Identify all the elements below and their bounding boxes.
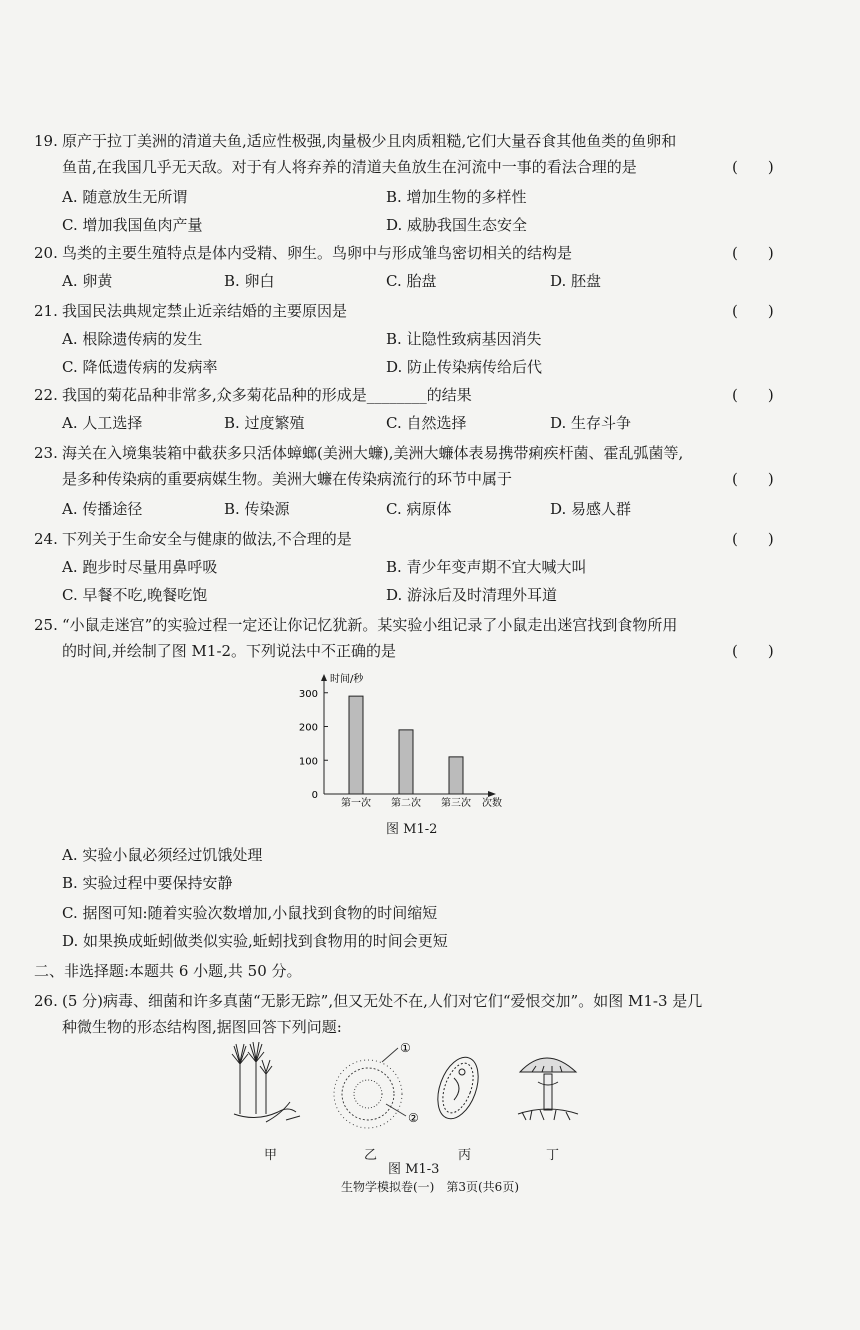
option-b: B. 实验过程中要保持安静	[62, 874, 233, 892]
question-number: 19.	[34, 132, 58, 150]
question-text: 我国民法典规定禁止近亲结婚的主要原因是	[62, 302, 348, 320]
question-22	[34, 382, 814, 408]
question-text: 原产于拉丁美洲的清道夫鱼,适应性极强,肉量极少且肉质粗糙,它们大量吞食其他鱼类的鱼卵和	[62, 132, 677, 150]
question-text-line2: 鱼苗,在我国几乎无天敌。对于有人将弃养的清道夫鱼放生在河流中一事的看法合理的是	[62, 158, 637, 176]
question-number: 26.	[34, 992, 58, 1010]
question-text-line2: 是多种传染病的重要病媒生物。美洲大蠊在传染病流行的环节中属于	[62, 470, 513, 488]
protist-illustration	[430, 1052, 486, 1124]
mushroom-illustration	[518, 1058, 578, 1120]
question-26	[34, 988, 814, 1040]
option-b: B. 让隐性致病基因消失	[386, 330, 542, 348]
x-tick-label: 第一次	[341, 798, 371, 809]
option-a: A. 随意放生无所谓	[62, 188, 188, 206]
chart-caption: 图 M1-2	[386, 822, 438, 837]
answer-paren: ( )	[732, 386, 774, 404]
option-a: A. 跑步时尽量用鼻呼吸	[62, 558, 218, 576]
option-a: A. 根除遗传病的发生	[62, 330, 203, 348]
question-24	[34, 526, 814, 552]
option-b: B. 传染源	[224, 500, 290, 518]
question-text-line2: 的时间,并绘制了图 M1-2。下列说法中不正确的是	[62, 642, 397, 660]
marker-2: ②	[408, 1111, 419, 1125]
option-d: D. 易感人群	[550, 500, 632, 518]
option-c: C. 自然选择	[386, 414, 467, 432]
label-bing: 丙	[458, 1148, 472, 1163]
option-d: D. 如果换成蚯蚓做类似实验,蚯蚓找到食物用的时间会更短	[62, 932, 448, 950]
question-number: 22.	[34, 386, 58, 404]
option-a: A. 卵黄	[62, 272, 113, 290]
question-21	[34, 298, 814, 324]
cell-illustration	[334, 1048, 406, 1128]
option-d: D. 游泳后及时清理外耳道	[386, 586, 558, 604]
question-text: 鸟类的主要生殖特点是体内受精、卵生。鸟卵中与形成雏鸟密切相关的结构是	[62, 244, 573, 262]
answer-paren: ( )	[732, 302, 774, 320]
question-20	[34, 240, 814, 266]
question-number: 24.	[34, 530, 58, 548]
question-number: 25.	[34, 616, 58, 634]
option-a: A. 实验小鼠必须经过饥饿处理	[62, 846, 263, 864]
label-yi: 乙	[364, 1148, 378, 1163]
question-23	[34, 440, 814, 492]
y-tick-label: 0	[311, 790, 318, 801]
question-25	[34, 612, 814, 664]
option-a: A. 人工选择	[62, 414, 143, 432]
option-c: C. 病原体	[386, 500, 452, 518]
answer-paren: ( )	[732, 158, 774, 176]
option-b: B. 青少年变声期不宜大喊大叫	[386, 558, 587, 576]
option-d: D. 生存斗争	[550, 414, 632, 432]
answer-paren: ( )	[732, 530, 774, 548]
bar	[449, 757, 463, 794]
marker-1: ①	[400, 1042, 411, 1055]
question-number: 20.	[34, 244, 58, 262]
y-axis-arrow	[321, 674, 327, 681]
option-b: B. 卵白	[224, 272, 275, 290]
figure-caption: 图 M1-3	[388, 1162, 440, 1177]
bar	[399, 730, 413, 794]
question-text: “小鼠走迷宫”的实验过程一定还让你记忆犹新。某实验小组记录了小鼠走出迷宫找到食物所用	[62, 616, 678, 634]
option-c: C. 增加我国鱼肉产量	[62, 216, 203, 234]
option-c: C. 降低遗传病的发病率	[62, 358, 218, 376]
question-text: 海关在入境集装箱中截获多只活体蟑螂(美洲大蠊),美洲大蠊体表易携带痢疾杆菌、霍乱弧菌等,	[62, 444, 684, 462]
x-axis-arrow	[488, 791, 496, 797]
question-text: (5 分)病毒、细菌和许多真菌“无影无踪”,但又无处不在,人们对它们“爱恨交加”。如图 M1-3 是几	[62, 992, 703, 1010]
x-tick-label: 第二次	[391, 798, 421, 809]
y-tick-label: 300	[298, 688, 318, 700]
bar-chart-m1-2	[290, 668, 520, 818]
answer-paren: ( )	[732, 642, 774, 660]
question-number: 23.	[34, 444, 58, 462]
label-ding: 丁	[546, 1148, 560, 1163]
option-c: C. 胎盘	[386, 272, 437, 290]
question-text: 下列关于生命安全与健康的做法,不合理的是	[62, 530, 352, 548]
option-c: C. 据图可知:随着实验次数增加,小鼠找到食物的时间缩短	[62, 904, 438, 922]
question-text: 我国的菊花品种非常多,众多菊花品种的形成是________的结果	[62, 386, 472, 404]
question-19	[34, 128, 814, 180]
mold-illustration	[232, 1042, 300, 1122]
bar	[349, 696, 363, 794]
label-jia: 甲	[264, 1148, 278, 1163]
option-a: A. 传播途径	[62, 500, 143, 518]
y-tick-label: 200	[298, 722, 318, 734]
x-tick-label: 第三次	[441, 798, 471, 809]
option-b: B. 过度繁殖	[224, 414, 305, 432]
option-b: B. 增加生物的多样性	[386, 188, 527, 206]
y-tick-label: 100	[298, 756, 318, 768]
question-number: 21.	[34, 302, 58, 320]
option-c: C. 早餐不吃,晚餐吃饱	[62, 586, 208, 604]
page-footer: 生物学模拟卷(一) 第3页(共6页)	[341, 1180, 519, 1194]
question-text-line2: 种微生物的形态结构图,据图回答下列问题:	[62, 1018, 342, 1036]
section-heading: 二、非选择题:本题共 6 小题,共 50 分。	[34, 962, 302, 980]
option-d: D. 防止传染病传给后代	[386, 358, 543, 376]
answer-paren: ( )	[732, 244, 774, 262]
x-axis-label: 次数	[482, 798, 502, 809]
y-axis-label: 时间/秒	[330, 674, 364, 685]
option-d: D. 威胁我国生态安全	[386, 216, 528, 234]
option-d: D. 胚盘	[550, 272, 602, 290]
answer-paren: ( )	[732, 470, 774, 488]
microbe-figure-m1-3	[226, 1042, 606, 1142]
